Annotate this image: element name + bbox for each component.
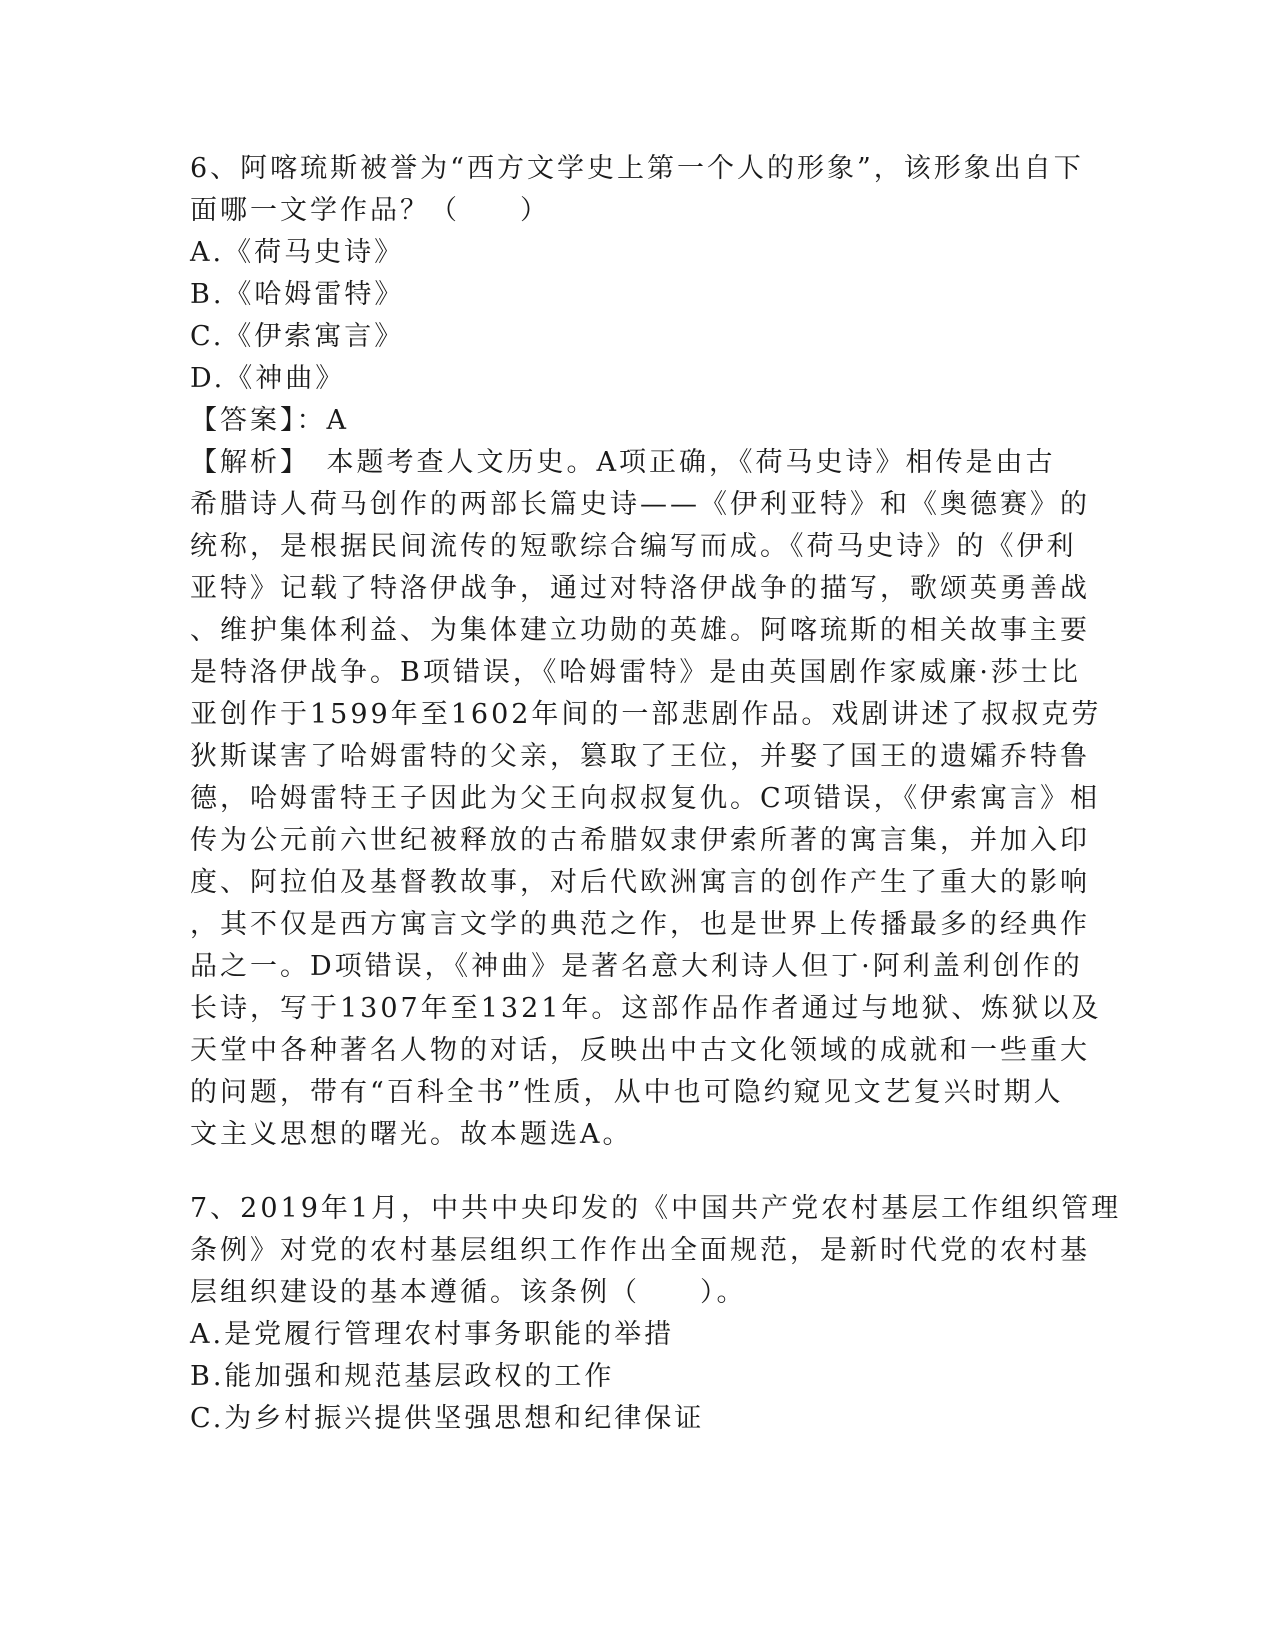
- analysis-line: 的问题，带有“百科全书”性质，从中也可隐约窥见文艺复兴时期人: [190, 1077, 1064, 1108]
- option-c: C.为乡村振兴提供坚强思想和纪律保证: [190, 1403, 705, 1434]
- question-stem-line: 6、阿喀琉斯被誉为“西方文学史上第一个人的形象”，该形象出自下: [190, 153, 1084, 184]
- option-a: A.是党履行管理农村事务职能的举措: [190, 1319, 675, 1350]
- question-stem-line: 7、2019年1月，中共中央印发的《中国共产党农村基层工作组织管理: [190, 1193, 1122, 1224]
- analysis-line: 德，哈姆雷特王子因此为父王向叔叔复仇。C项错误，《伊索寓言》相: [190, 783, 1101, 814]
- analysis-line: 【解析】 本题考查人文历史。A项正确，《荷马史诗》相传是由古: [190, 447, 1056, 478]
- question-stem-line: 层组织建设的基本遵循。该条例（ ）。: [190, 1277, 747, 1308]
- option-d: D.《神曲》: [190, 363, 346, 394]
- analysis-line: 文主义思想的曙光。故本题选A。: [190, 1119, 633, 1150]
- analysis-line: 希腊诗人荷马创作的两部长篇史诗——《伊利亚特》和《奥德赛》的: [190, 489, 1090, 520]
- question-6: [190, 148, 1102, 1156]
- option-b: B.能加强和规范基层政权的工作: [190, 1361, 615, 1392]
- analysis-line: 、维护集体利益、为集体建立功勋的英雄。阿喀琉斯的相关故事主要: [190, 615, 1090, 646]
- option-b: B.《哈姆雷特》: [190, 279, 405, 310]
- analysis-line: 亚创作于1599年至1602年间的一部悲剧作品。戏剧讲述了叔叔克劳: [190, 699, 1102, 730]
- question-stem-line: 面哪一文学作品？（ ）: [190, 195, 550, 226]
- analysis-line: 度、阿拉伯及基督教故事，对后代欧洲寓言的创作产生了重大的影响: [190, 867, 1090, 898]
- analysis-line: 狄斯谋害了哈姆雷特的父亲，篡取了王位，并娶了国王的遗孀乔特鲁: [190, 741, 1090, 772]
- option-c: C.《伊索寓言》: [190, 321, 405, 352]
- answer-line: 【答案】：A: [190, 405, 349, 436]
- analysis-line: 长诗，写于1307年至1321年。这部作品作者通过与地狱、炼狱以及: [190, 993, 1102, 1024]
- analysis-line: 亚特》记载了特洛伊战争，通过对特洛伊战争的描写，歌颂英勇善战: [190, 573, 1090, 604]
- option-a: A.《荷马史诗》: [190, 237, 405, 268]
- analysis-line: 品之一。D项错误，《神曲》是著名意大利诗人但丁·阿利盖利创作的: [190, 951, 1083, 982]
- question-7: [190, 1188, 1122, 1440]
- analysis-line: ，其不仅是西方寓言文学的典范之作，也是世界上传播最多的经典作: [190, 909, 1090, 940]
- analysis-line: 统称，是根据民间流传的短歌综合编写而成。《荷马史诗》的《伊利: [190, 531, 1077, 562]
- analysis-line: 天堂中各种著名人物的对话，反映出中古文化领域的成就和一些重大: [190, 1035, 1090, 1066]
- analysis-line: 是特洛伊战争。B项错误，《哈姆雷特》是由英国剧作家威廉·莎士比: [190, 657, 1081, 688]
- analysis-line: 传为公元前六世纪被释放的古希腊奴隶伊索所著的寓言集，并加入印: [190, 825, 1090, 856]
- question-stem-line: 条例》对党的农村基层组织工作作出全面规范，是新时代党的农村基: [190, 1235, 1090, 1266]
